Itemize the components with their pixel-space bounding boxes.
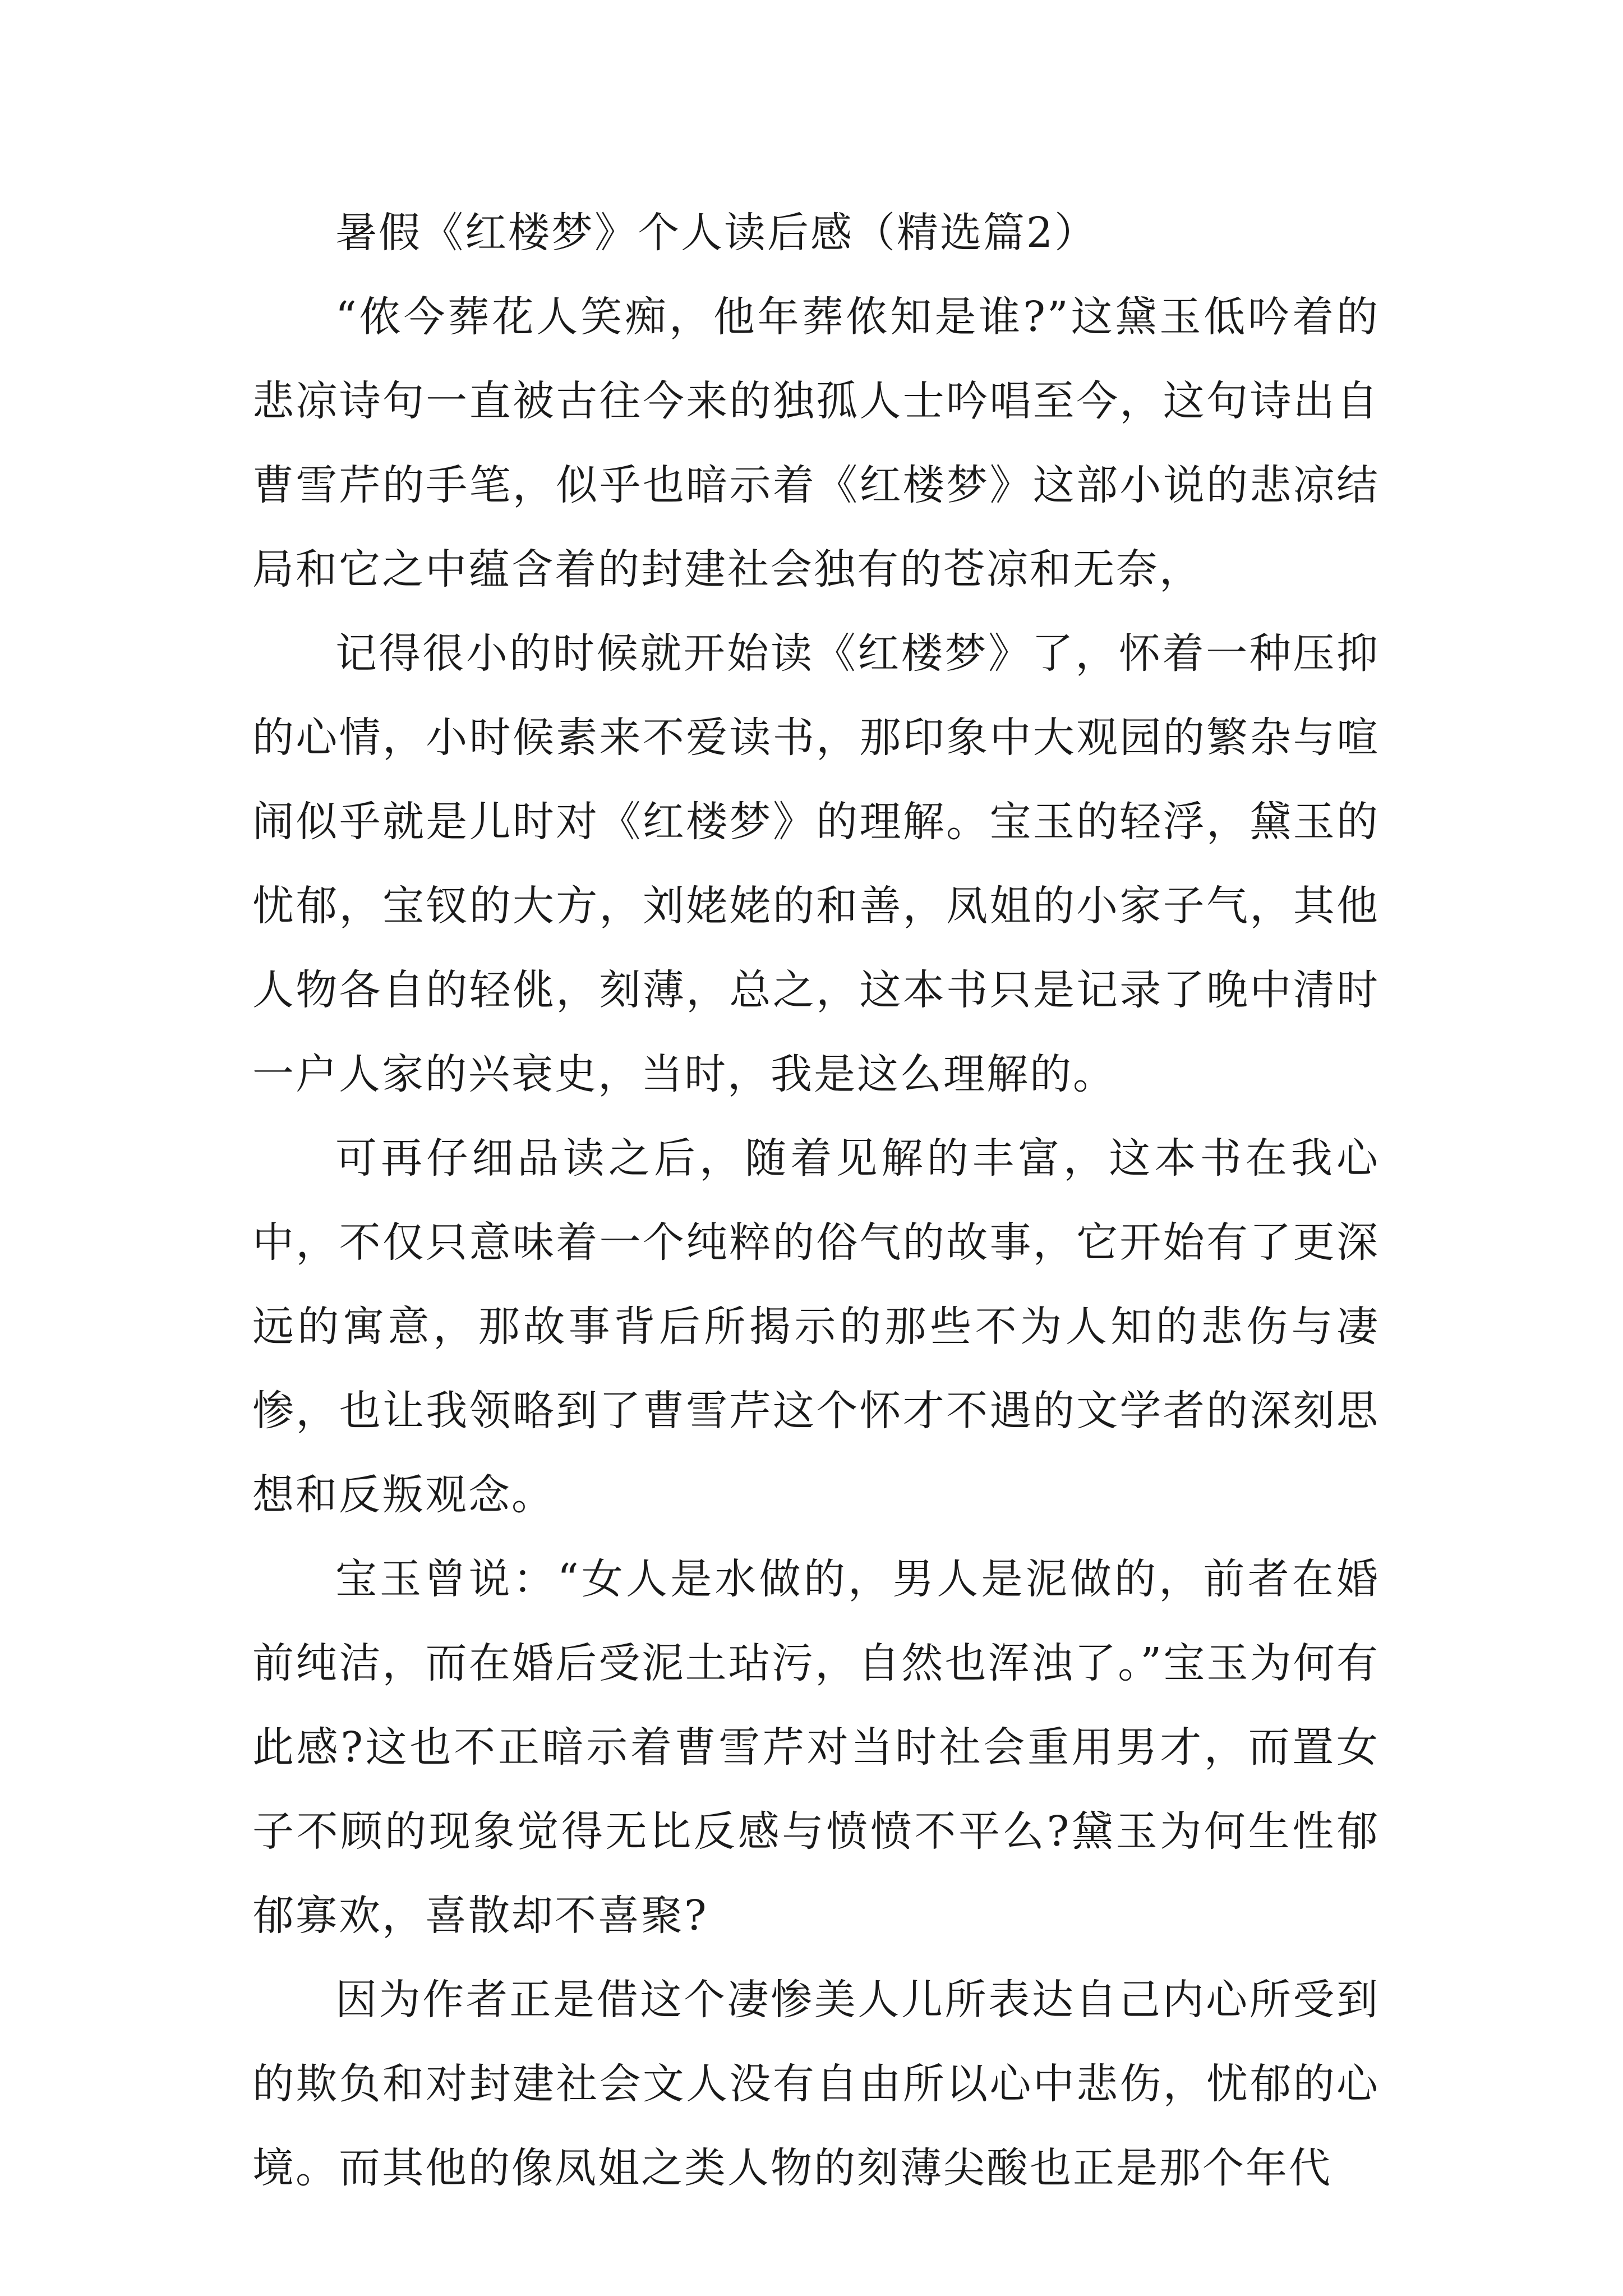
- paragraph-5: 因为作者正是借这个凄惨美人儿所表达自己内心所受到的欺负和对封建社会文人没有自由所以心中悲伤，忧郁的心境。而其他的像凤姐之类人物的刻薄尖酸也正是那个年代: [252, 1976, 1380, 2192]
- document-body: [252, 191, 1380, 2210]
- paragraph-3: 可再仔细品读之后，随着见解的丰富，这本书在我心中，不仅只意味着一个纯粹的俗气的故事，它开始有了更深远的寓意，那故事背后所揭示的那些不为人知的悲伤与凄惨，也让我领略到了曹雪芹这个怀才不遇的文学者的深刻思想和反叛观念。: [252, 1134, 1380, 1519]
- paragraph-2: 记得很小的时候就开始读《红楼梦》了，怀着一种压抑的心情，小时候素来不爱读书，那印象中大观园的繁杂与喧闹似乎就是儿时对《红楼梦》的理解。宝玉的轻浮，黛玉的忧郁，宝钗的大方，刘姥姥的和善，凤姐的小家子气，其他人物各自的轻佻，刻薄，总之，这本书只是记录了晚中清时一户人家的兴衰史，当时，我是这么理解的。: [252, 629, 1380, 1098]
- paragraph-1: “侬今葬花人笑痴，他年葬侬知是谁?”这黛玉低吟着的悲凉诗句一直被古往今来的独孤人士吟唱至今，这句诗出自曹雪芹的手笔，似乎也暗示着《红楼梦》这部小说的悲凉结局和它之中蕴含着的封建社会独有的苍凉和无奈，: [252, 293, 1380, 593]
- paragraph-4: 宝玉曾说：“女人是水做的，男人是泥做的，前者在婚前纯洁，而在婚后受泥土玷污，自然也浑浊了。”宝玉为何有此感?这也不正暗示着曹雪芹对当时社会重用男才，而置女子不顾的现象觉得无比反感与愤愤不平么?黛玉为何生性郁郁寡欢，喜散却不喜聚?: [252, 1555, 1380, 1940]
- document-title: 暑假《红楼梦》个人读后感（精选篇2）: [335, 209, 1098, 257]
